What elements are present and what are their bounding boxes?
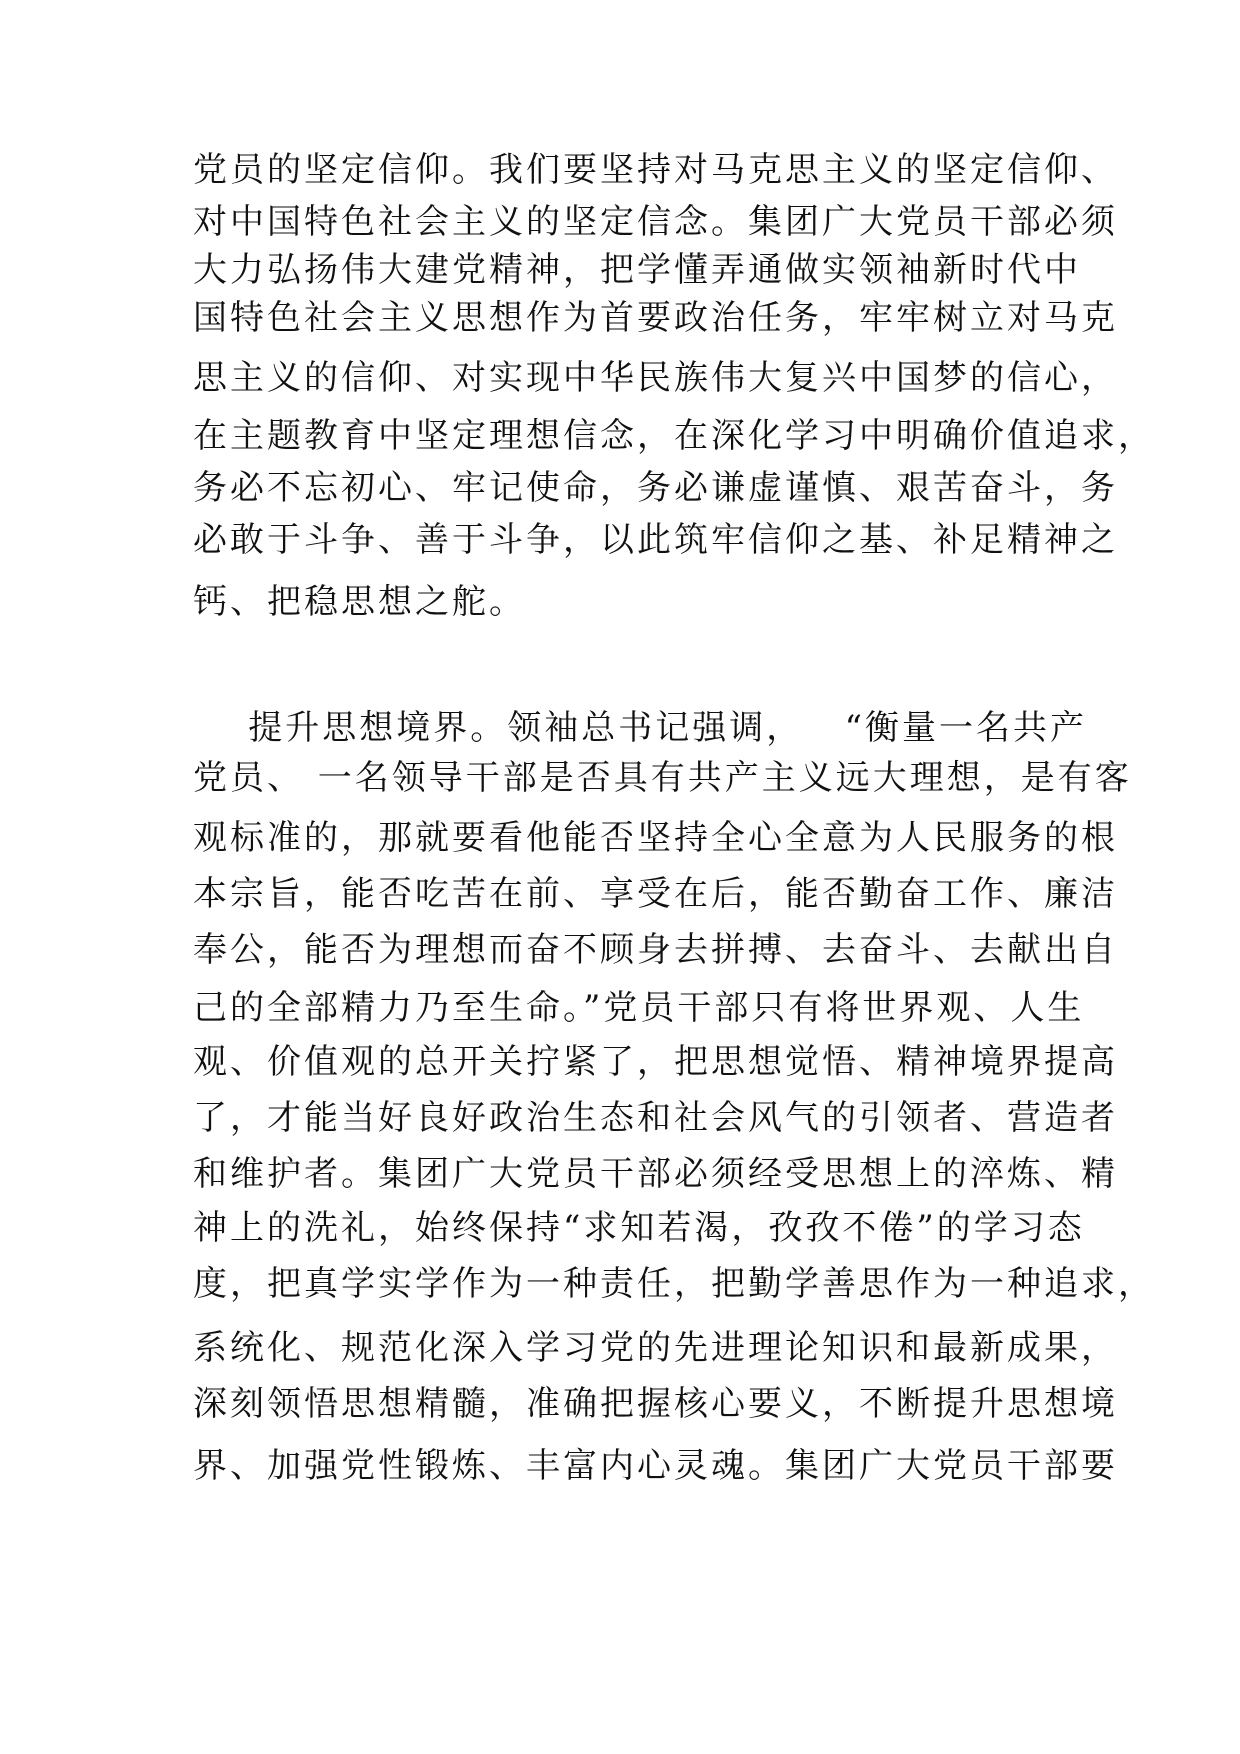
text-line: 己的全部精力乃至生命。”党员干部只有将世界观、人生 [193,988,1085,1028]
text-line: 党员、 一名领导干部是否具有共产主义远大理想，是有客 [193,758,1132,798]
text-line: 对中国特色社会主义的坚定信念。集团广大党员干部必须 [193,202,1118,242]
text-line: 国特色社会主义思想作为首要政治任务，牢牢树立对马克 [193,298,1118,338]
text-line: 深刻领悟思想精髓，准确把握核心要义，不断提升思想境 [193,1384,1118,1424]
text-line: 思主义的信仰、对实现中华民族伟大复兴中国梦的信心， [193,358,1118,398]
text-line: 钙、把稳思想之舵。 [193,582,526,622]
text-line: 界、加强党性锻炼、丰富内心灵魂。集团广大党员干部要 [193,1446,1118,1486]
text-line: 了，才能当好良好政治生态和社会风气的引领者、营造者 [193,1098,1118,1138]
text-line: 和维护者。集团广大党员干部必须经受思想上的淬炼、精 [193,1154,1118,1194]
text-line: 务必不忘初心、牢记使命，务必谦虚谨慎、艰苦奋斗，务 [193,468,1118,508]
text-line: 在主题教育中坚定理想信念，在深化学习中明确价值追求， [193,416,1155,456]
text-line: 党员的坚定信仰。我们要坚持对马克思主义的坚定信仰、 [193,150,1118,190]
text-line: 观标准的，那就要看他能否坚持全心全意为人民服务的根 [193,818,1118,858]
text-line: 观、价值观的总开关拧紧了，把思想觉悟、精神境界提高 [193,1042,1118,1082]
text-line: 本宗旨，能否吃苦在前、享受在后，能否勤奋工作、廉洁 [193,874,1118,914]
text-line: 必敢于斗争、善于斗争，以此筑牢信仰之基、补足精神之 [193,520,1118,560]
text-line: 大力弘扬伟大建党精神，把学懂弄通做实领袖新时代中 [193,250,1081,290]
text-line: 系统化、规范化深入学习党的先进理论知识和最新成果， [193,1328,1118,1368]
text-line: 神上的洗礼，始终保持“求知若渴，孜孜不倦”的学习态 [193,1208,1085,1248]
text-line: 奉公，能否为理想而奋不顾身去拼搏、去奋斗、去献出自 [193,930,1118,970]
text-line: 提升思想境界。领袖总书记强调， “衡量一名共产 [193,708,1088,748]
text-line: 度，把真学实学作为一种责任，把勤学善思作为一种追求， [193,1264,1155,1304]
